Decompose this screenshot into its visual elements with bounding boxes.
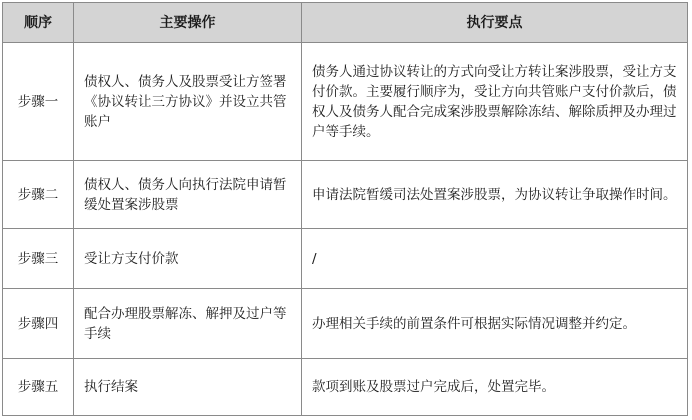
header-operation: 主要操作 — [74, 3, 302, 42]
operation-cell: 债权人、债务人向执行法院申请暂缓处置案涉股票 — [74, 161, 302, 228]
header-points: 执行要点 — [466, 14, 523, 31]
step-cell: 步骤一 — [3, 43, 74, 160]
table-row — [3, 289, 687, 359]
operation-cell: 受让方支付价款 — [74, 229, 302, 288]
step-cell: 步骤三 — [3, 229, 74, 288]
steps-table — [2, 2, 688, 416]
step-cell: 步骤五 — [3, 359, 74, 415]
points-cell: 办理相关手续的前置条件可根据实际情况调整并约定。 — [312, 315, 636, 332]
points-cell: 申请法院暂缓司法处置案涉股票，为协议转让争取操作时间。 — [312, 186, 677, 203]
table-row — [3, 43, 687, 161]
step-cell: 步骤二 — [3, 161, 74, 228]
table-row — [3, 161, 687, 229]
operation-cell: 债权人、债务人及股票受让方签署《协议转让三方协议》并设立共管账户 — [74, 43, 302, 160]
table-header-row — [3, 3, 687, 43]
table-row — [3, 359, 687, 415]
points-cell: 款项到账及股票过户完成后，处置完毕。 — [312, 379, 555, 395]
operation-cell: 配合办理股票解冻、解押及过户等手续 — [74, 289, 302, 358]
points-cell: / — [312, 250, 317, 267]
table-row — [3, 229, 687, 289]
points-cell: 债务人通过协议转让的方式向受让方转让案涉股票，受让方支付价款。主要履行顺序为，受让方向共管账户支付价款后，债权人及债务人配合完成案涉股票解除冻结、解除质押及办理过户等手续。 — [312, 63, 677, 140]
header-order: 顺序 — [3, 3, 74, 42]
operation-cell: 执行结案 — [74, 359, 302, 415]
step-cell: 步骤四 — [3, 289, 74, 358]
